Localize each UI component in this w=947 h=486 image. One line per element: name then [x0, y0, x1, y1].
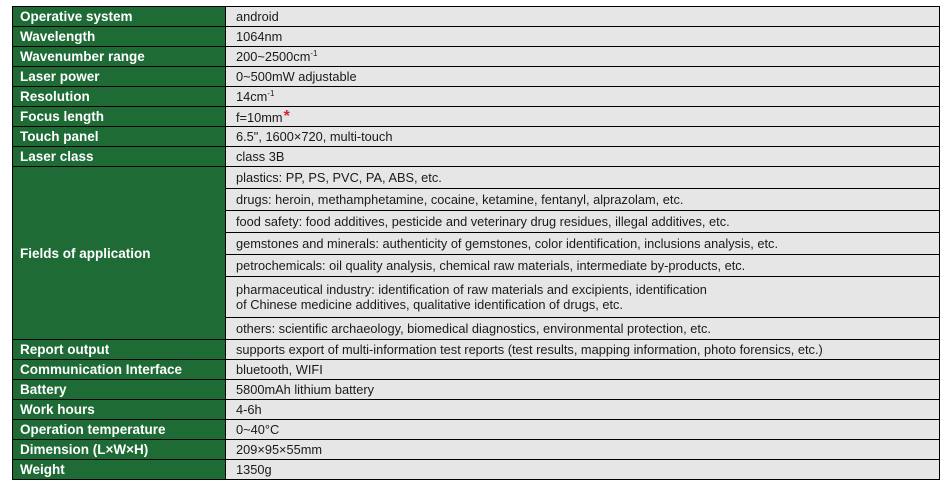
spec-label: Operation temperature: [13, 420, 226, 440]
spec-value: [226, 460, 940, 480]
application-field-value: [226, 167, 940, 189]
spec-value: [226, 360, 940, 380]
spec-value: [226, 400, 940, 420]
spec-label: Wavelength: [13, 27, 226, 47]
application-field-value: [226, 189, 940, 211]
spec-row-dimension-l-w-h: [13, 440, 940, 460]
spec-label: Work hours: [13, 400, 226, 420]
spec-row-battery: [13, 380, 940, 400]
spec-label: Communication Interface: [13, 360, 226, 380]
spec-value: [226, 380, 940, 400]
application-field-line: others: scientific archaeology, biomedical diagnostics, environmental protection, etc.: [236, 321, 711, 336]
application-field-line: of Chinese medicine additives, qualitative identification of drugs, etc.: [236, 297, 623, 312]
application-field-line: petrochemicals: oil quality analysis, chemical raw materials, intermediate by-products, etc.: [236, 258, 746, 273]
spec-value: [226, 7, 940, 27]
spec-row-report-output: [13, 340, 940, 360]
spec-label: Operative system: [13, 7, 226, 27]
spec-row-laser-class: [13, 147, 940, 167]
spec-label: Fields of application: [13, 167, 226, 340]
spec-sheet: [12, 6, 940, 480]
application-field-line: drugs: heroin, methamphetamine, cocaine, ketamine, fentanyl, alprazolam, etc.: [236, 192, 684, 207]
spec-label: Report output: [13, 340, 226, 360]
spec-table-body: [13, 7, 940, 480]
spec-value-text: android: [236, 9, 279, 24]
spec-value-text: 209×95×55mm: [236, 442, 323, 457]
spec-row-touch-panel: [13, 127, 940, 147]
spec-value-text: 1064nm: [236, 29, 283, 44]
spec-row-resolution: [13, 87, 940, 107]
spec-value: [226, 27, 940, 47]
spec-value: [226, 67, 940, 87]
application-field-line: food safety: food additives, pesticide and veterinary drug residues, illegal additives, etc.: [236, 214, 730, 229]
spec-row-wavenumber-range: [13, 47, 940, 67]
application-field-value: [226, 211, 940, 233]
spec-value: [226, 47, 940, 67]
spec-row-wavelength: [13, 27, 940, 47]
spec-value-text: 0~500mW adjustable: [236, 69, 357, 84]
spec-value: [226, 107, 940, 127]
spec-label: Laser class: [13, 147, 226, 167]
spec-label: Dimension (L×W×H): [13, 440, 226, 460]
spec-value-text: f=10mm: [236, 109, 283, 125]
spec-table: [12, 6, 940, 480]
spec-label: Touch panel: [13, 127, 226, 147]
spec-value: [226, 127, 940, 147]
spec-row-operative-system: [13, 7, 940, 27]
spec-value: [226, 87, 940, 107]
spec-label: Focus length: [13, 107, 226, 127]
spec-value: [226, 420, 940, 440]
application-field-line: gemstones and minerals: authenticity of gemstones, color identification, inclusions analysis, etc.: [236, 236, 779, 251]
spec-label: Weight: [13, 460, 226, 480]
asterisk-mark: *: [283, 107, 290, 125]
spec-value-text: class 3B: [236, 149, 285, 164]
spec-row-focus-length: [13, 107, 940, 127]
application-field-value: [226, 277, 940, 318]
spec-value-text: 1350g: [236, 462, 272, 477]
spec-row-communication-interface: [13, 360, 940, 380]
spec-label: Wavenumber range: [13, 47, 226, 67]
spec-value: [226, 340, 940, 360]
application-field-value: [226, 318, 940, 340]
spec-label: Laser power: [13, 67, 226, 87]
application-field-line: pharmaceutical industry: identification of raw materials and excipients, identification: [236, 282, 707, 297]
unit-exponent: -1: [310, 49, 318, 58]
application-field-line: plastics: PP, PS, PVC, PA, ABS, etc.: [236, 170, 442, 185]
spec-value: [226, 147, 940, 167]
spec-row-weight: [13, 460, 940, 480]
application-field-value: [226, 255, 940, 277]
spec-row-laser-power: [13, 67, 940, 87]
spec-value-text: bluetooth, WIFI: [236, 362, 323, 377]
spec-label: Battery: [13, 380, 226, 400]
spec-value-text: supports export of multi-information test reports (test results, mapping information, photo forensics, etc.): [236, 342, 823, 357]
fields-of-application-row: [13, 167, 940, 189]
spec-label: Resolution: [13, 87, 226, 107]
spec-row-work-hours: [13, 400, 940, 420]
spec-value-text: 0~40°C: [236, 422, 280, 437]
unit-exponent: -1: [267, 89, 275, 98]
spec-value-text: 5800mAh lithium battery: [236, 382, 374, 397]
spec-value-text: 4-6h: [236, 402, 262, 417]
spec-value-text: 200~2500cm: [236, 49, 311, 64]
application-field-value: [226, 233, 940, 255]
spec-value-text: 6.5", 1600×720, multi-touch: [236, 129, 393, 144]
spec-row-operation-temperature: [13, 420, 940, 440]
spec-value-text: 14cm: [236, 89, 268, 104]
spec-value: [226, 440, 940, 460]
